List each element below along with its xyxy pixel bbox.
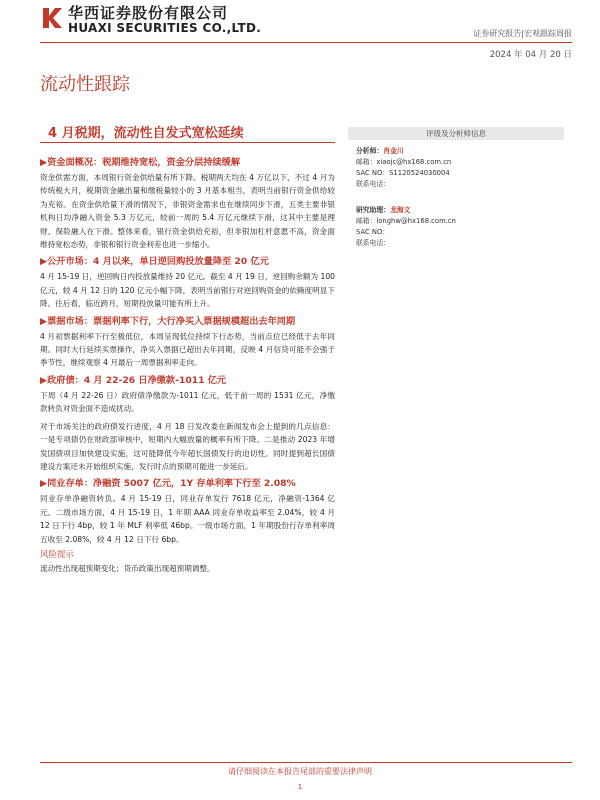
section-text-gov-bond-1: 下周（4 月 22-26 日）政府债净缴款为-1011 亿元，低于前一周的 1531 亿元，净缴款转负对资金面不造成扰动。: [40, 390, 335, 414]
section-head-ncd: ▶同业存单：净融资 5007 亿元，1Y 存单利率下行至 2.08%: [40, 478, 296, 490]
company-name-cn: 华西证券股份有限公司: [68, 4, 229, 22]
legal-notice: 请仔细阅读在本报告尾部的重要法律声明: [228, 767, 372, 776]
report-type: 证券研究报告|宏观跟踪周报: [473, 29, 572, 38]
section-text-bill-market: 4 月初票据利率下行至极低位，本周呈现低位持续下行态势，当前点位已经低于去年同期。同时大行延续买票操作，净买入票据已超出去年同期，反映 4 月信贷可能不会强于季节性，继续观察 4 月最后一周票据利率走向。: [40, 331, 335, 368]
assistant-block: [356, 205, 561, 249]
footer-divider: [40, 762, 572, 763]
analyst-name: 肖金川: [383, 147, 404, 155]
section-text-funding: 资金供需方面，本周银行资金供给量有所下降。税期两天均在 4 万亿以下，不过 4 月为传统税大月，税期资金融出量和缴税量较小的 3 月基本相当，表明当前银行资金供给较为充裕。在资金供给量下滑的情况下，非银资金需求也在继续同步下滑，五类主要非银机构日均净融入资金 5.3 万亿元，较前一周的 5.4 万亿元继续下滑，这其中主要是理财、保险融入在下滑。整体来看，银行资金供给充裕，但非银加杠杆意愿不高，资金面维持宽松态势，非银和银行资金利差也进一步缩小。: [40, 173, 335, 250]
analyst-label: 分析师：: [356, 147, 384, 155]
company-logo-icon: [40, 4, 64, 30]
section-head-gov-bond: ▶政府债：4 月 22-26 日净缴款-1011 亿元: [40, 374, 227, 386]
section-text-open-market: 4 月 15-19 日，逆回购日内投放量维持 20 亿元。截至 4 月 19 日，逆回购余额为 100 亿元，较 4 月 12 日的 120 亿元小幅下降，表明当前银行对逆回购资金的依赖度明显下降。往后看，临近跨月，短期投放量可能有所上升。: [40, 272, 335, 309]
risk-title: 风险提示: [40, 549, 75, 560]
risk-text: 流动性出现超预期变化；货币政策出现超预期调整。: [40, 564, 215, 574]
subtitle-divider: [40, 142, 335, 143]
assistant-sac: SAC NO：: [356, 228, 390, 236]
section-head-bill-market: ▶票据市场：票据利率下行，大行净买入票据规模超出去年同期: [40, 315, 296, 327]
analyst-email[interactable]: 邮箱：xiaojc@hx168.com.cn: [356, 158, 452, 166]
section-head-open-market: ▶公开市场：4 月以来，单日逆回购投放量降至 20 亿元: [40, 256, 269, 268]
assistant-phone: 联系电话：: [356, 239, 390, 247]
company-name-en: HUAXI SECURITIES CO.,LTD.: [68, 21, 262, 35]
section-head-funding: ▶资金面概况：税期维持宽松，资金分层持续缓解: [40, 157, 241, 168]
report-subtitle: 4 月税期，流动性自发式宽松延续: [48, 126, 244, 141]
assistant-name: 龙海文: [389, 206, 411, 214]
sidebar-header: 评级及分析师信息: [348, 127, 564, 140]
section-text-ncd: 同业存单净融资转负。4 月 15-19 日，同业存单发行 7618 亿元，净融资-1364 亿元。二级市场方面，4 月 15-19 日，1 年期 AAA 同业存单收益率至 2.04%，较 4 月 12 日下行 4bp，较 1 年 MLF 利率低 46bp。一级市场方面，1 年期股份行存单利率周五收至 2.08%，较 4 月 12 日下行 6bp。: [40, 494, 335, 544]
analyst-phone: 联系电话：: [356, 180, 390, 188]
analyst-block: [356, 146, 561, 190]
assistant-email[interactable]: 邮箱：longhw@hx168.com.cn: [356, 217, 456, 225]
header-divider: [40, 42, 572, 43]
assistant-label: 研究助理：: [356, 206, 390, 214]
report-date: 2024 年 04 月 20 日: [489, 50, 572, 60]
report-body: [40, 152, 335, 576]
page-number: 1: [297, 783, 303, 791]
page-title: 流动性跟踪: [40, 74, 130, 95]
analyst-sac: SAC NO：S1120524030004: [356, 169, 450, 177]
section-text-gov-bond-2: 对于市场关注的政府债发行进度，4 月 18 日发改委在新闻发布会上提到的几点信息：一是专项债仍在财政部审核中，短期内大幅放量的概率有所下降。二是推动 2023 年增发国债项目加快建设实施，这可能降低今年超长国债发行的迫切性。同时提到超长国债建设方案还未开始组织实施，发行时点的预期可能进一步延后。: [40, 421, 335, 471]
